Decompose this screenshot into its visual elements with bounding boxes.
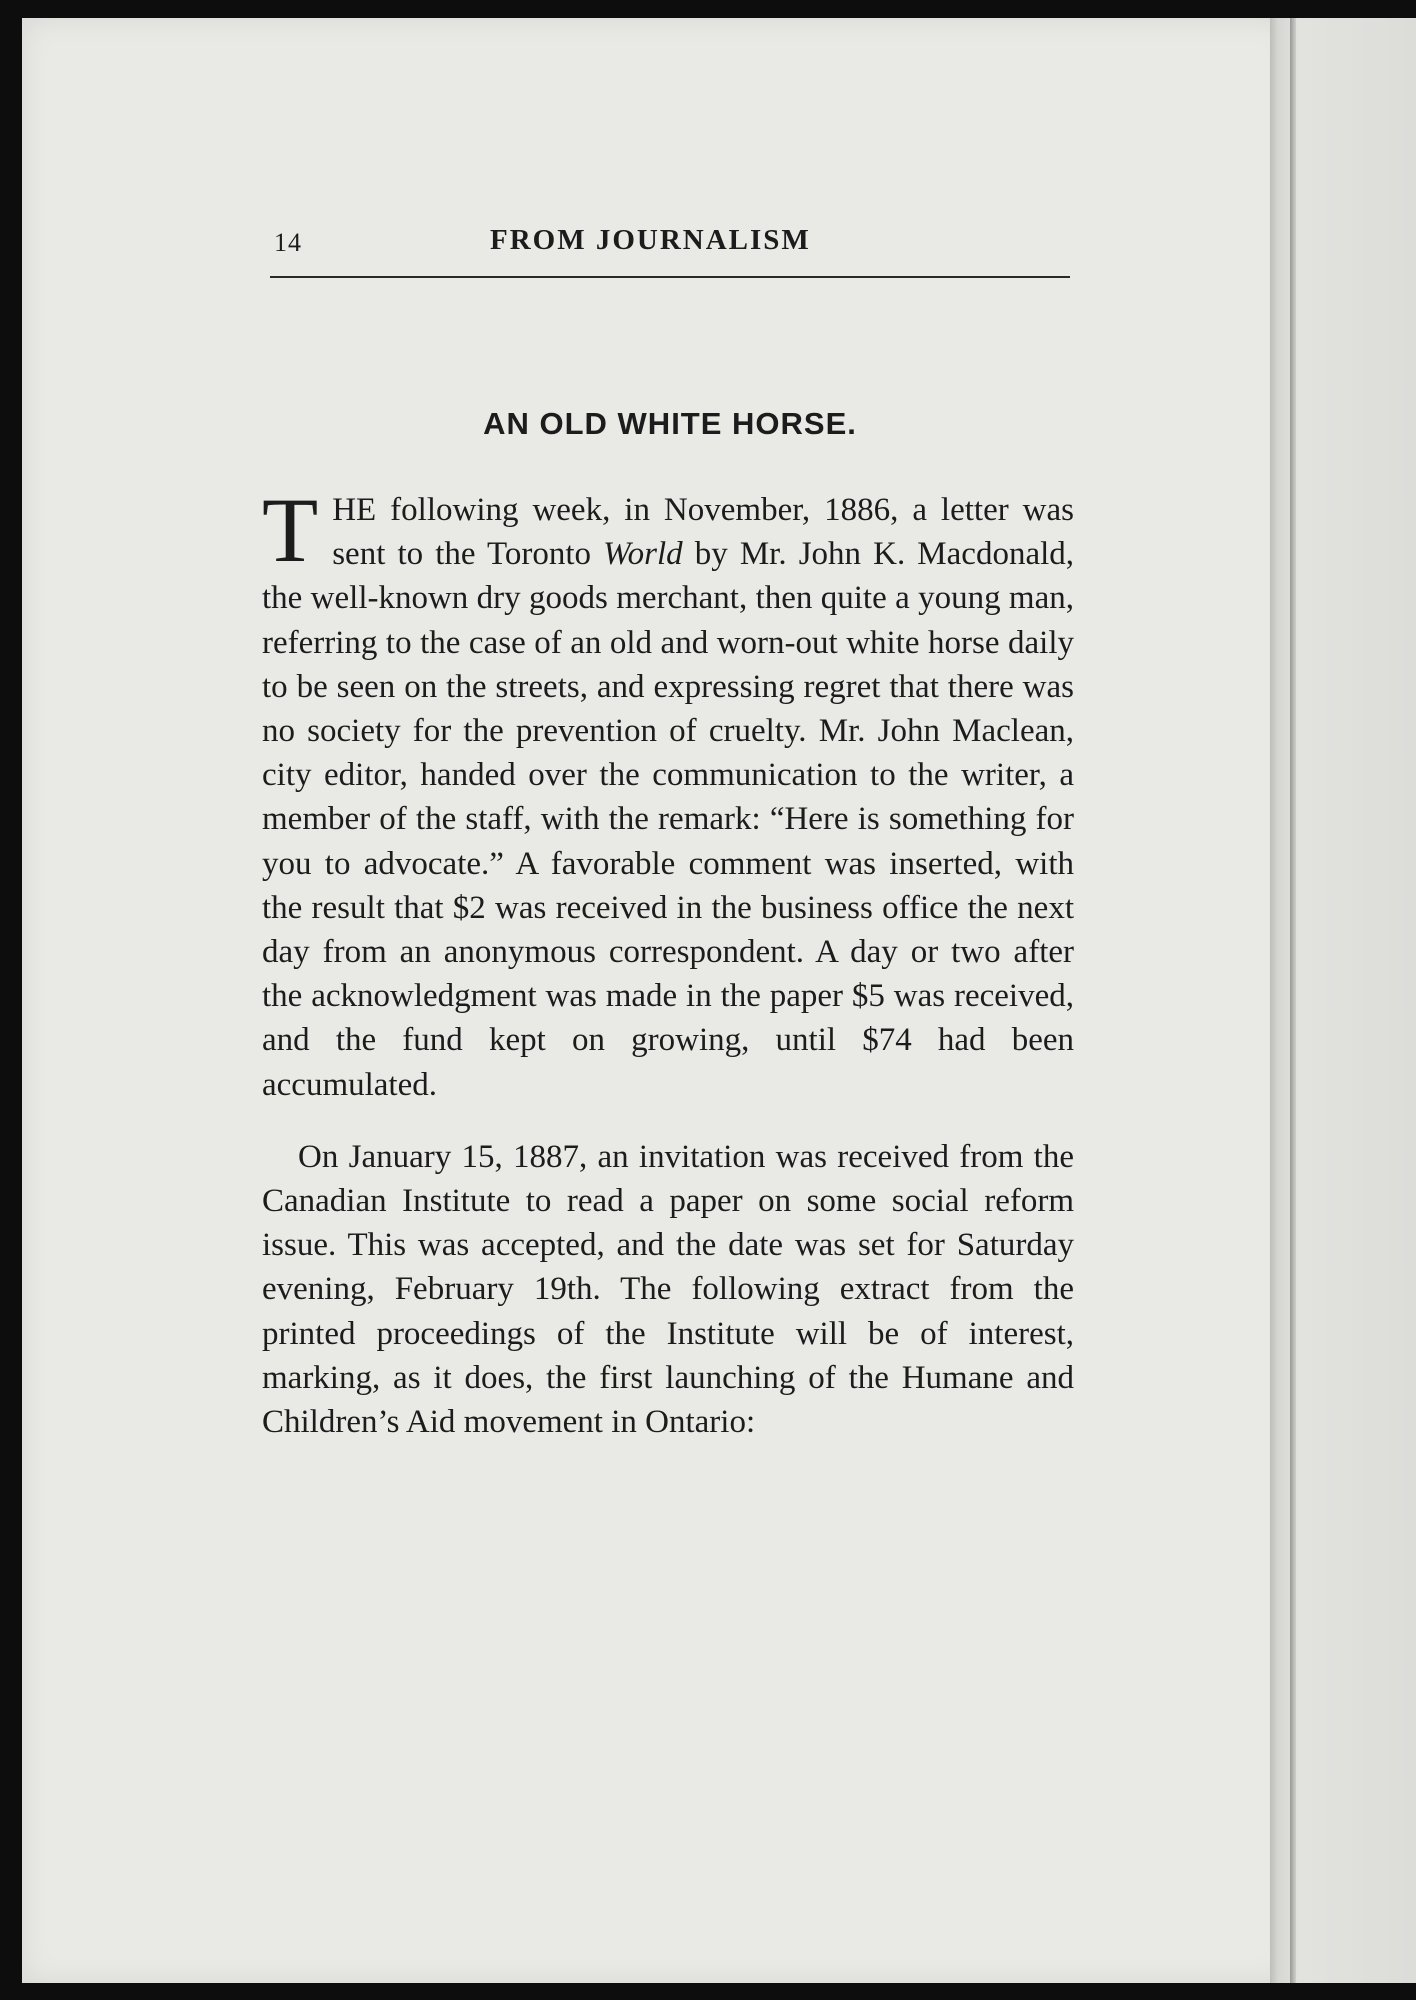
paragraph-1	[262, 479, 1075, 1107]
spine-edge	[1290, 18, 1296, 1983]
body-text	[262, 479, 1075, 1444]
newspaper-name: World	[603, 536, 683, 573]
paragraph-1-text-start: HE following week, in November, 1886, a letter was sent to the Toronto	[332, 492, 1074, 573]
paragraph-2: On January 15, 1887, an invitation was received from the Canadian Institute to read a paper on some social reform issue. This was accepted, and the date was set for Saturday evening, February 19th. The following extract from the printed proceedings of the Institute will be of interest, marking, as it does, the first launching of the Humane and Children’s Aid movement in Ontario:	[262, 1138, 1074, 1441]
section-title: AN OLD WHITE HORSE.	[483, 406, 857, 441]
drop-cap: T	[262, 479, 319, 581]
paragraph-1-text-end: by Mr. John K. Macdonald, the well-known dry goods merchant, then quite a young man, referring to the case of an old and worn-out white horse daily to be seen on the streets, and expressing regret that there was no society for the prevention of cruelty. Mr. John Maclean, city editor, handed over the communication to the writer, a member of the staff, with the remark: “Here is something for you to advocate.” A favorable comment was inserted, with the result that $2 was received in the business office the next day from an anonymous correspondent. A day or two after the acknowledgment was made in the paper $5 was received, and the fund kept on growing, until $74 had been accumulated.	[262, 536, 1075, 1103]
page-number: 14	[274, 228, 302, 257]
running-title: FROM JOURNALISM	[490, 224, 811, 256]
running-head	[270, 224, 1070, 274]
header-rule	[270, 276, 1070, 278]
